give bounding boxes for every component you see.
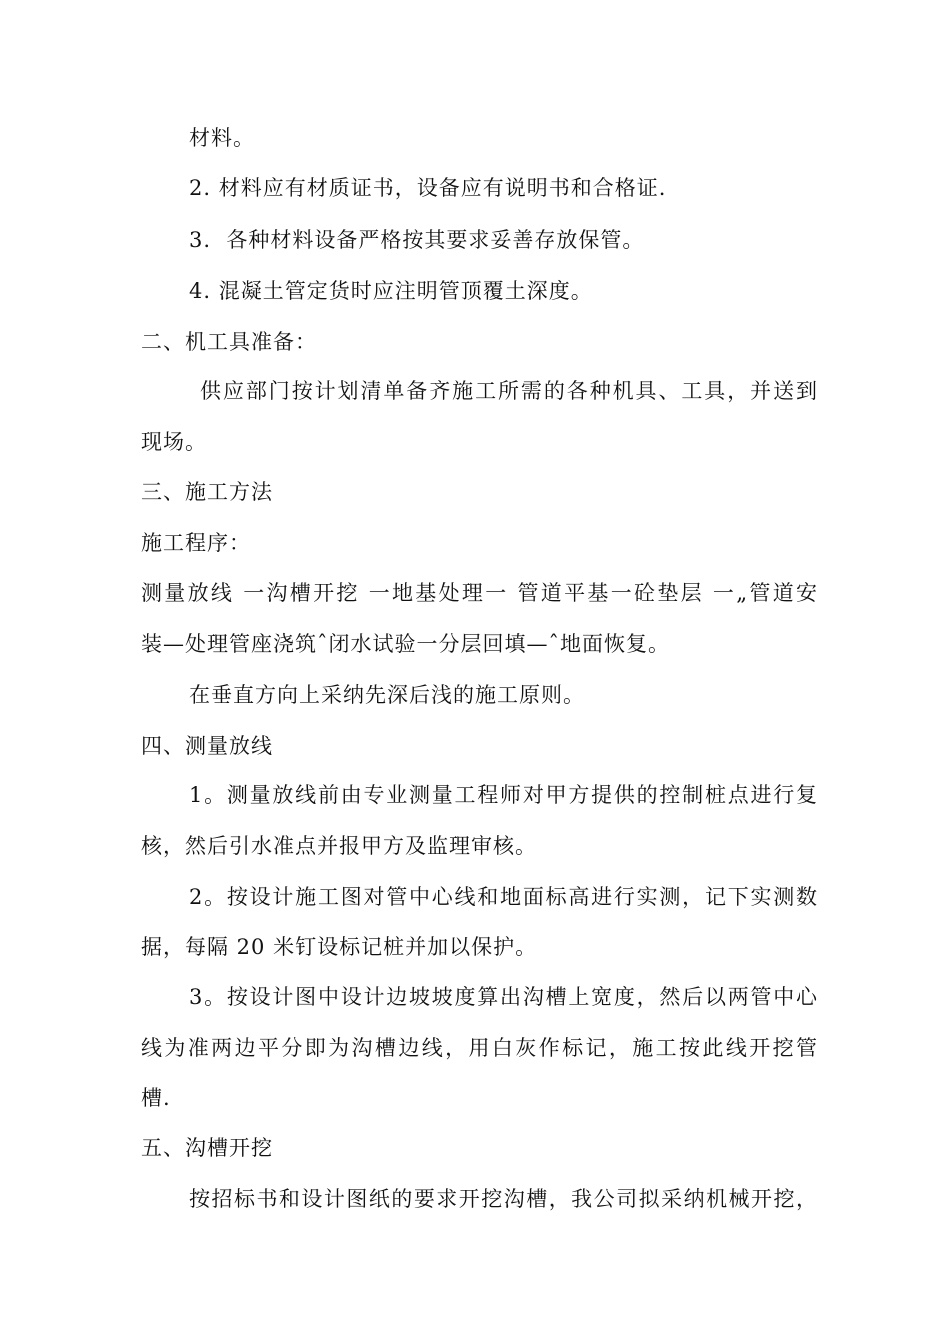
text-line: 3. 各种材料设备严格按其要求妥善存放保管。 bbox=[189, 228, 645, 252]
text-line: 按招标书和设计图纸的要求开挖沟槽，我公司拟采纳机械开挖， bbox=[189, 1187, 818, 1211]
subheading: 施工程序： bbox=[141, 531, 251, 555]
section-heading: 四、测量放线 bbox=[141, 734, 273, 758]
text-line: 1。测量放线前由专业测量工程师对甲方提供的控制桩点进行复 bbox=[189, 783, 818, 807]
text-line: 据，每隔 20 米钉设标记桩并加以保护。 bbox=[141, 935, 538, 959]
section-heading: 五、沟槽开挖 bbox=[141, 1136, 273, 1160]
text-line: 材料。 bbox=[189, 126, 255, 150]
text-line: 4. 混凝土管定货时应注明管顶覆土深度。 bbox=[189, 279, 593, 303]
text-line: 3。按设计图中设计边坡坡度算出沟槽上宽度，然后以两管中心 bbox=[189, 985, 818, 1009]
text-line: 在垂直方向上采纳先深后浅的施工原则。 bbox=[189, 683, 585, 707]
text-line: 槽. bbox=[141, 1086, 171, 1110]
text-line: 装—处理管座浇筑ˆ闭水试验一分层回填—ˆ地面恢复。 bbox=[141, 632, 670, 656]
section-heading: 三、施工方法 bbox=[141, 480, 273, 504]
text-line: 核，然后引水准点并报甲方及监理审核。 bbox=[141, 834, 537, 858]
text-line: 线为准两边平分即为沟槽边线，用白灰作标记，施工按此线开挖管 bbox=[141, 1036, 818, 1060]
text-line: 测量放线 一沟槽开挖 一地基处理一 管道平基一砼垫层 一„管道安 bbox=[141, 581, 818, 605]
text-line: 2. 材料应有材质证书，设备应有说明书和合格证. bbox=[189, 176, 667, 200]
section-heading: 二、机工具准备： bbox=[141, 330, 317, 354]
text-line: 现场。 bbox=[141, 430, 207, 454]
text-line: 2。按设计施工图对管中心线和地面标高进行实测，记下实测数 bbox=[189, 885, 818, 909]
text-line: 供应部门按计划清单备齐施工所需的各种机具、工具，并送到 bbox=[200, 379, 818, 403]
